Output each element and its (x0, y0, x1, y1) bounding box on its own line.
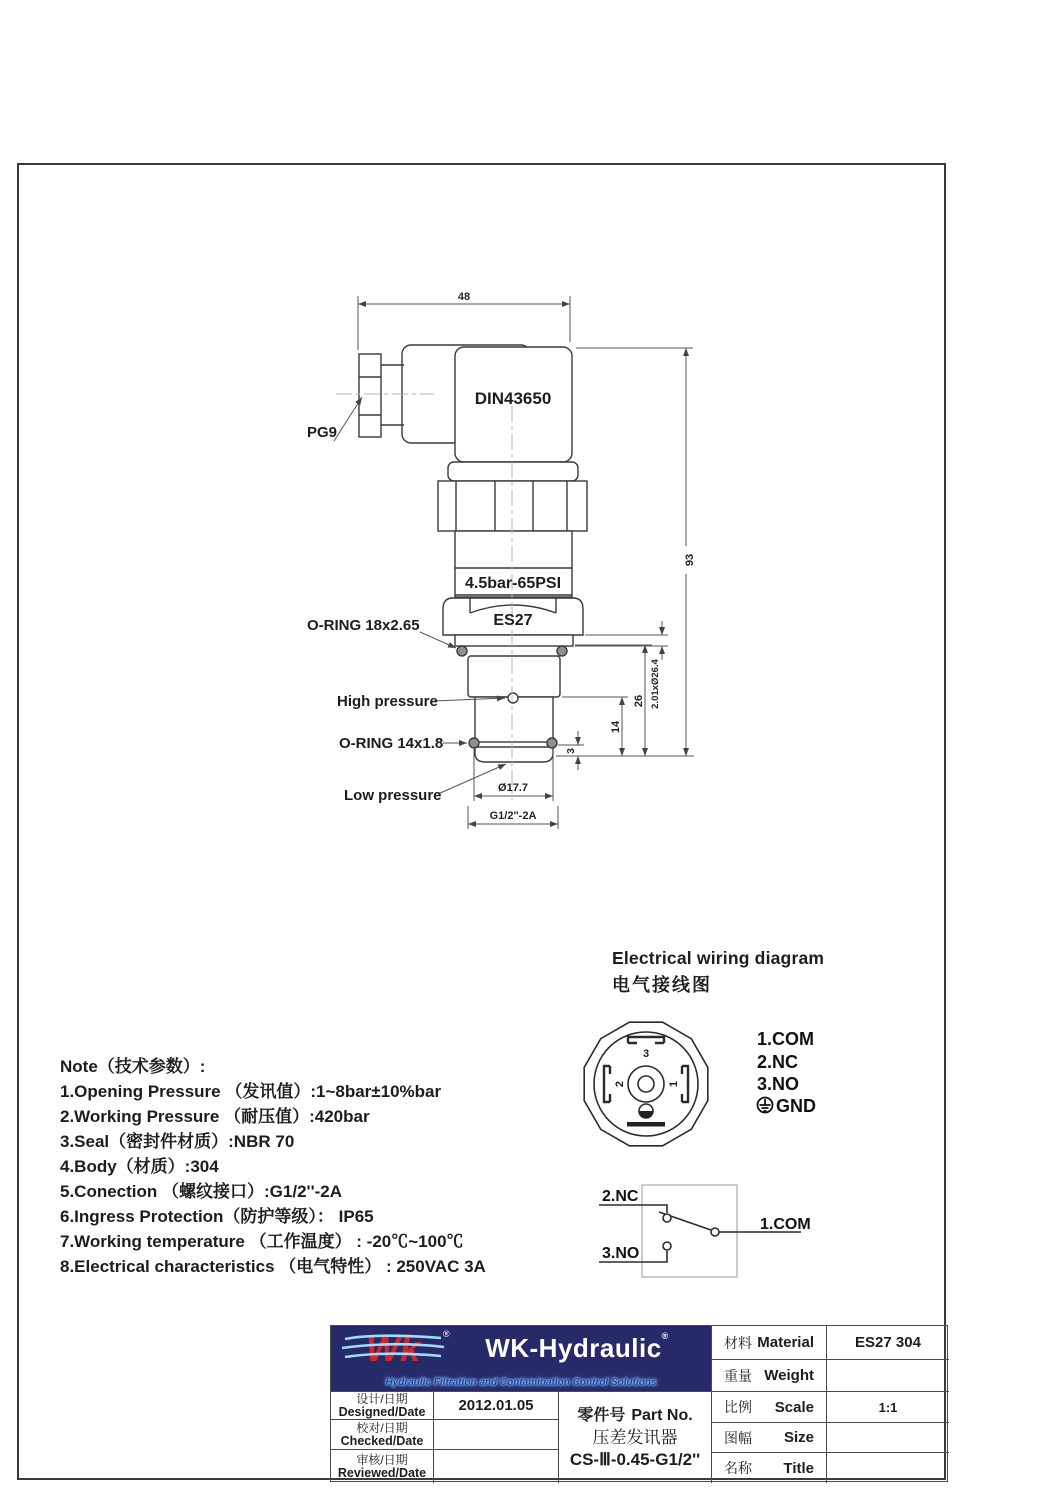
material-label-cell (711, 1326, 826, 1359)
scale-label-en: Scale (774, 1398, 814, 1416)
label-oring-top: O-RING 18x2.65 (307, 617, 420, 634)
dim-3: 3 (566, 748, 577, 754)
no-contact (663, 1242, 671, 1250)
sensor-tip (475, 747, 553, 762)
registered-mark-icon: ® (443, 1329, 450, 1339)
wiring-diagram-title-en: Electrical wiring diagram (612, 948, 825, 968)
weight-value-cell (826, 1359, 949, 1391)
title-label-en: Title (783, 1459, 814, 1477)
note-line: 4.Body（材质）:304 (60, 1157, 219, 1176)
size-label-zh: 图幅 (724, 1429, 752, 1446)
notes-block (60, 1054, 486, 1279)
title-label-zh: 名称 (724, 1460, 752, 1476)
material-value: ES27 304 (855, 1334, 921, 1351)
reviewed-date-value-cell (433, 1449, 558, 1483)
dim-thread: G1/2''-2A (489, 810, 537, 822)
scale-value: 1:1 (878, 1399, 898, 1415)
part-no-label-en: Part No. (631, 1406, 693, 1424)
notes-title: Note（技术参数）: (60, 1057, 206, 1076)
connector-face-diagram (584, 1022, 708, 1146)
note-line: 1.Opening Pressure （发讯值）:1~8bar±10%bar (60, 1082, 442, 1101)
switch-nc-label: 2.NC (602, 1188, 639, 1205)
label-es27: ES27 (493, 612, 533, 629)
checked-label-en: Checked/Date (340, 1433, 424, 1448)
dim-93: 93 (684, 553, 696, 567)
label-high-pressure: High pressure (337, 693, 438, 710)
weight-label-zh: 重量 (724, 1367, 752, 1384)
scale-label-cell (711, 1391, 826, 1422)
cable-gland-neck (381, 365, 404, 425)
legend-nc: 2.NC (757, 1052, 799, 1072)
checked-date-label-cell (331, 1419, 433, 1449)
note-line: 2.Working Pressure （耐压值）:420bar (60, 1107, 370, 1126)
company-logo-banner (331, 1326, 711, 1391)
weight-label-en: Weight (764, 1367, 814, 1384)
title-block (330, 1325, 948, 1482)
note-line: 8.Electrical characteristics （电气特性） : 250VAC 3A (60, 1257, 486, 1276)
pin3-number: 3 (642, 1048, 650, 1060)
note-line: 3.Seal（密封件材质）:NBR 70 (60, 1132, 295, 1151)
legend-com: 1.COM (757, 1029, 815, 1049)
dim-14: 14 (610, 720, 622, 734)
reviewed-label-zh: 审核/日期 (356, 1452, 408, 1467)
dim-diameter: Ø17.7 (498, 782, 528, 794)
part-number: CS-Ⅲ-0.45-G1/2'' (569, 1449, 701, 1469)
weight-label-cell (711, 1359, 826, 1391)
label-din43650: DIN43650 (474, 389, 552, 408)
checked-date-value-cell (433, 1419, 558, 1449)
label-oring-bottom: O-RING 14x1.8 (339, 735, 444, 752)
ground-symbol-icon (758, 1098, 773, 1113)
com-contact (711, 1228, 719, 1236)
brand-tagline: Hydraulic Filtration and Contamination Control Solutions (385, 1377, 657, 1388)
ground-bar (627, 1122, 665, 1127)
connector-flange (448, 462, 578, 481)
designed-date-label-cell (331, 1391, 433, 1419)
designed-date-value: 2012.01.05 (458, 1397, 534, 1414)
note-line: 5.Conection （螺纹接口）:G1/2''-2A (60, 1182, 343, 1201)
material-label-zh: 材料 (724, 1334, 752, 1351)
oring-18-right (557, 646, 567, 656)
label-pg9: PG9 (307, 424, 338, 441)
high-pressure-port (508, 693, 518, 703)
part-name: 压差发讯器 (592, 1427, 678, 1447)
nc-wire (599, 1205, 667, 1213)
dim-groove: 2.01xØ26.4 (650, 659, 661, 709)
pin2-number: 2 (614, 1080, 626, 1088)
legend-gnd: GND (776, 1096, 816, 1116)
oring-14-right (547, 738, 557, 748)
scale-value-cell (826, 1391, 949, 1422)
scale-label-zh: 比例 (724, 1399, 752, 1415)
material-label-en: Material (757, 1334, 814, 1351)
pin1-number: 1 (668, 1080, 680, 1088)
note-line: 6.Ingress Protection（防护等级）： IP65 (60, 1207, 374, 1226)
size-value-cell (826, 1422, 949, 1452)
material-value-cell (826, 1326, 949, 1359)
switch-no-label: 3.NO (602, 1245, 640, 1262)
legend-no: 3.NO (757, 1074, 800, 1094)
label-low-pressure: Low pressure (344, 787, 442, 804)
dim-48: 48 (457, 291, 471, 303)
oring-14-left (469, 738, 479, 748)
nc-contact (663, 1214, 671, 1222)
brand-name: WK-Hydraulic® (485, 1331, 669, 1363)
part-no-label-zh: 零件号 (577, 1406, 626, 1424)
switch-com-label: 1.COM (760, 1216, 811, 1233)
washer (455, 635, 573, 646)
checked-label-zh: 校对/日期 (356, 1420, 408, 1435)
cable-gland (359, 354, 381, 437)
part-number-cell (558, 1391, 711, 1483)
switch-box (642, 1185, 737, 1277)
reviewed-date-label-cell (331, 1449, 433, 1483)
designed-label-zh: 设计/日期 (356, 1391, 408, 1406)
lower-stem (475, 697, 553, 742)
title-label-cell (711, 1452, 826, 1483)
note-line: 7.Working temperature （工作温度） : -20℃~100℃ (60, 1232, 464, 1251)
thread-section (468, 656, 560, 697)
wk-logo (341, 1328, 445, 1368)
designed-label-en: Designed/Date (338, 1404, 426, 1419)
size-label-en: Size (783, 1429, 814, 1446)
wiring-diagram-title-zh: 电气接线图 (612, 975, 712, 995)
size-label-cell (711, 1422, 826, 1452)
dim-26: 26 (633, 694, 645, 708)
wk-logo-text: Wk (366, 1328, 420, 1368)
designed-date-value-cell (433, 1391, 558, 1419)
reviewed-label-en: Reviewed/Date (337, 1465, 427, 1480)
switch-schematic (599, 1185, 811, 1277)
label-pressure-range: 4.5bar-65PSI (464, 575, 562, 592)
registered-mark-icon: ® (661, 1331, 669, 1341)
oring-18-left (457, 646, 467, 656)
title-value-cell (826, 1452, 949, 1483)
